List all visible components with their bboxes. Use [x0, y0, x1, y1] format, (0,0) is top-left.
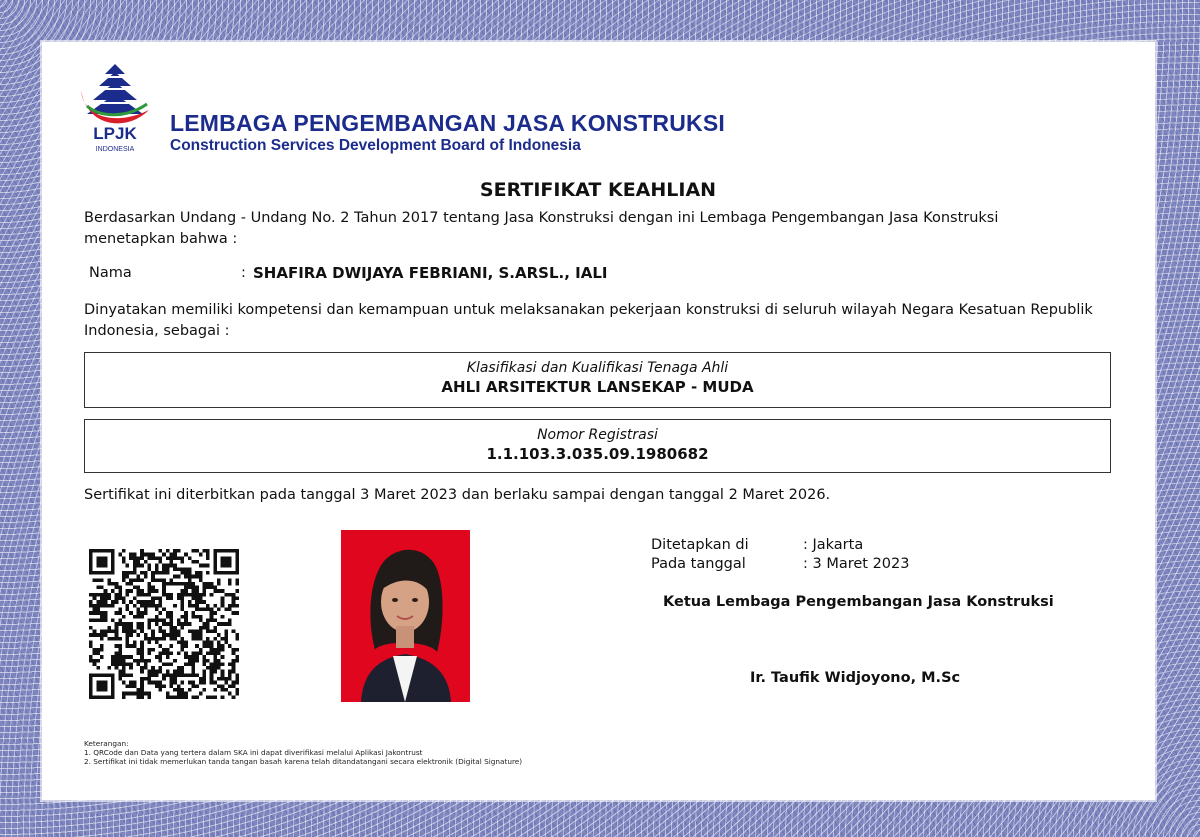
name-colon: :	[241, 265, 246, 281]
signer-name: Ir. Taufik Widjoyono, M.Sc	[750, 670, 961, 686]
classification-value: AHLI ARSITEKTUR LANSEKAP - MUDA	[441, 378, 754, 396]
validity-statement: Sertifikat ini diterbitkan pada tanggal 3 Maret 2023 dan berlaku sampai dengan tanggal 2 Maret 2026.	[84, 487, 831, 503]
notes-item: 1. QRCode dan Data yang tertera dalam SKA ini dapat diverifikasi melalui Aplikasi Jakontrust	[84, 748, 423, 757]
org-name: LEMBAGA PENGEMBANGAN JASA KONSTRUKSI	[170, 110, 725, 136]
date-label: Pada tanggal	[651, 556, 746, 572]
date-value: : 3 Maret 2023	[803, 556, 910, 572]
place-label: Ditetapkan di	[651, 537, 749, 553]
notes-item: 2. Sertifikat ini tidak memerlukan tanda tangan basah karena telah ditandatangani secara elektronik (Digital Signature)	[84, 757, 523, 766]
classification-label: Klasifikasi dan Kualifikasi Tenaga Ahli	[466, 360, 729, 376]
name-label: Nama	[89, 265, 132, 281]
signer-position: Ketua Lembaga Pengembangan Jasa Konstruksi	[663, 594, 1054, 610]
logo-text: LPJK	[93, 124, 137, 143]
registration-label: Nomor Registrasi	[537, 427, 658, 443]
statement-paragraph: Dinyatakan memiliki kompetensi dan kemampuan untuk melaksanakan pekerjaan konstruksi di seluruh wilayah Negara Kesatuan Republik Indonesia, sebagai :	[84, 302, 1093, 339]
lpjk-logo	[77, 60, 153, 156]
notes-heading: Keterangan:	[84, 739, 129, 748]
intro-paragraph: Berdasarkan Undang - Undang No. 2 Tahun 2017 tentang Jasa Konstruksi dengan ini Lembaga Pengembangan Jasa Konstruksi menetapkan bahwa :	[84, 210, 999, 247]
classification-box	[84, 352, 1111, 408]
certificate-title: SERTIFIKAT KEAHLIAN	[479, 179, 717, 201]
registration-box	[84, 419, 1111, 473]
logo-subtext: INDONESIA	[95, 146, 135, 153]
holder-name: SHAFIRA DWIJAYA FEBRIANI, S.ARSL., IALI	[253, 264, 608, 282]
place-value: : Jakarta	[803, 537, 864, 553]
holder-photo	[341, 530, 470, 702]
notes	[84, 739, 522, 766]
org-name-english: Construction Services Development Board of Indonesia	[170, 137, 581, 154]
registration-number: 1.1.103.3.035.09.1980682	[486, 445, 709, 463]
qr-code[interactable]	[89, 549, 239, 699]
